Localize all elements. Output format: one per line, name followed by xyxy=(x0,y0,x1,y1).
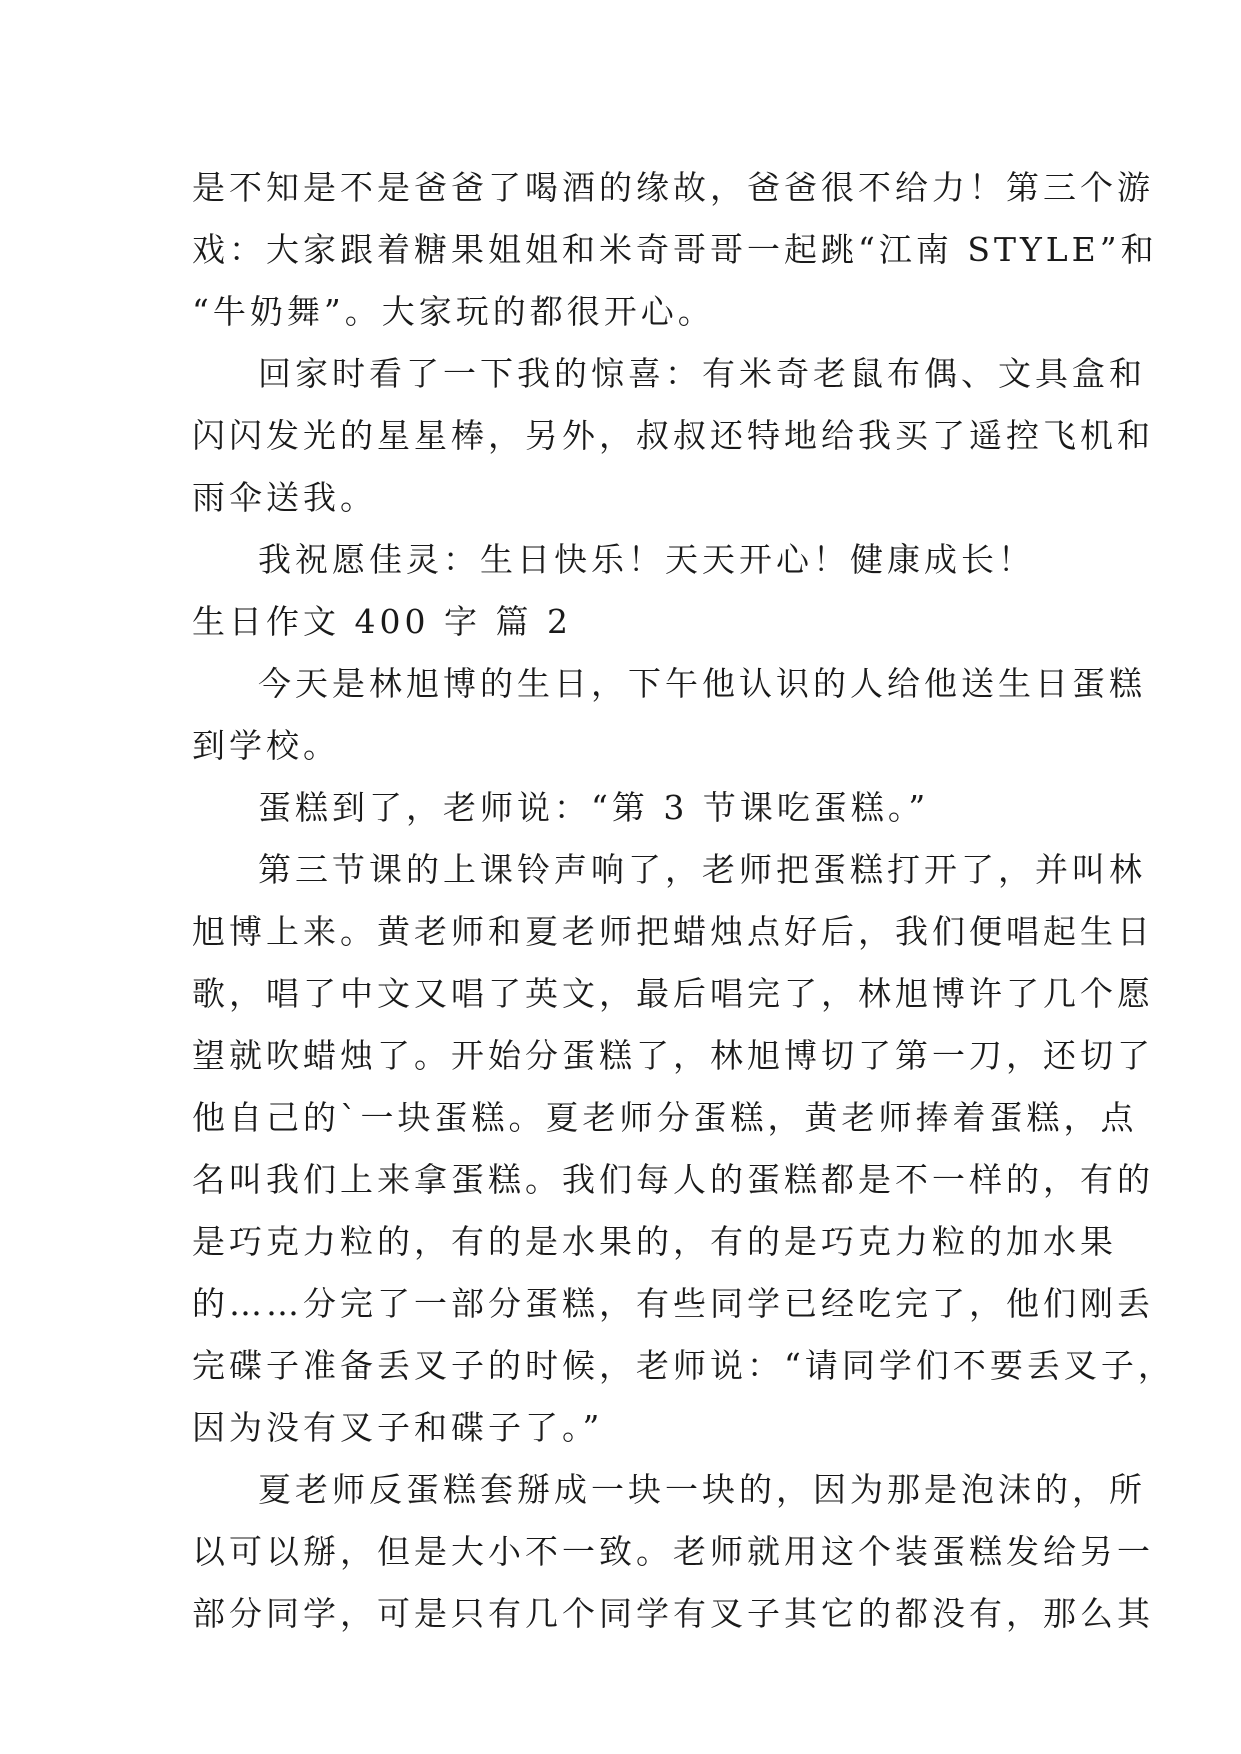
text-line: 旭博上来。黄老师和夏老师把蜡烛点好后，我们便唱起生日 xyxy=(192,912,1154,951)
text-line: 名叫我们上来拿蛋糕。我们每人的蛋糕都是不一样的，有的 xyxy=(192,1160,1154,1199)
paragraph-start: 回家时看了一下我的惊喜：有米奇老鼠布偶、文具盒和 xyxy=(258,354,1146,393)
text-line: 是不知是不是爸爸了喝酒的缘故，爸爸很不给力！第三个游 xyxy=(192,168,1154,207)
text-line: 望就吹蜡烛了。开始分蛋糕了，林旭博切了第一刀，还切了 xyxy=(192,1036,1154,1075)
section-heading: 生日作文 400 字 篇 2 xyxy=(192,602,572,641)
paragraph-start: 第三节课的上课铃声响了，老师把蛋糕打开了，并叫林 xyxy=(258,850,1146,889)
text-line: 闪闪发光的星星棒，另外，叔叔还特地给我买了遥控飞机和 xyxy=(192,416,1154,455)
text-line: 部分同学，可是只有几个同学有叉子其它的都没有，那么其 xyxy=(192,1594,1154,1633)
paragraph-start: 夏老师反蛋糕套掰成一块一块的，因为那是泡沫的，所 xyxy=(258,1470,1146,1509)
text-line: 是巧克力粒的，有的是水果的，有的是巧克力粒的加水果 xyxy=(192,1222,1117,1261)
text-line: 完碟子准备丢叉子的时候，老师说：“请同学们不要丢叉子， xyxy=(192,1346,1175,1385)
paragraph-start: 蛋糕到了，老师说：“第 3 节课吃蛋糕。” xyxy=(258,788,930,827)
text-line: 到学校。 xyxy=(192,726,340,765)
text-line: 因为没有叉子和碟子了。” xyxy=(192,1408,604,1447)
text-line: 的……分完了一部分蛋糕，有些同学已经吃完了，他们刚丢 xyxy=(192,1284,1154,1323)
paragraph-start: 今天是林旭博的生日，下午他认识的人给他送生日蛋糕 xyxy=(258,664,1146,703)
text-line: 他自己的`一块蛋糕。夏老师分蛋糕，黄老师捧着蛋糕，点 xyxy=(192,1098,1138,1137)
text-line: 以可以掰，但是大小不一致。老师就用这个装蛋糕发给另一 xyxy=(192,1532,1154,1571)
paragraph-start: 我祝愿佳灵：生日快乐！天天开心！健康成长！ xyxy=(258,540,1035,579)
text-line: 歌，唱了中文又唱了英文，最后唱完了，林旭博许了几个愿 xyxy=(192,974,1154,1013)
text-line: 雨伞送我。 xyxy=(192,478,377,517)
text-line: “牛奶舞”。大家玩的都很开心。 xyxy=(192,292,715,331)
text-line: 戏：大家跟着糖果姐姐和米奇哥哥一起跳“江南 STYLE”和 xyxy=(192,230,1158,269)
